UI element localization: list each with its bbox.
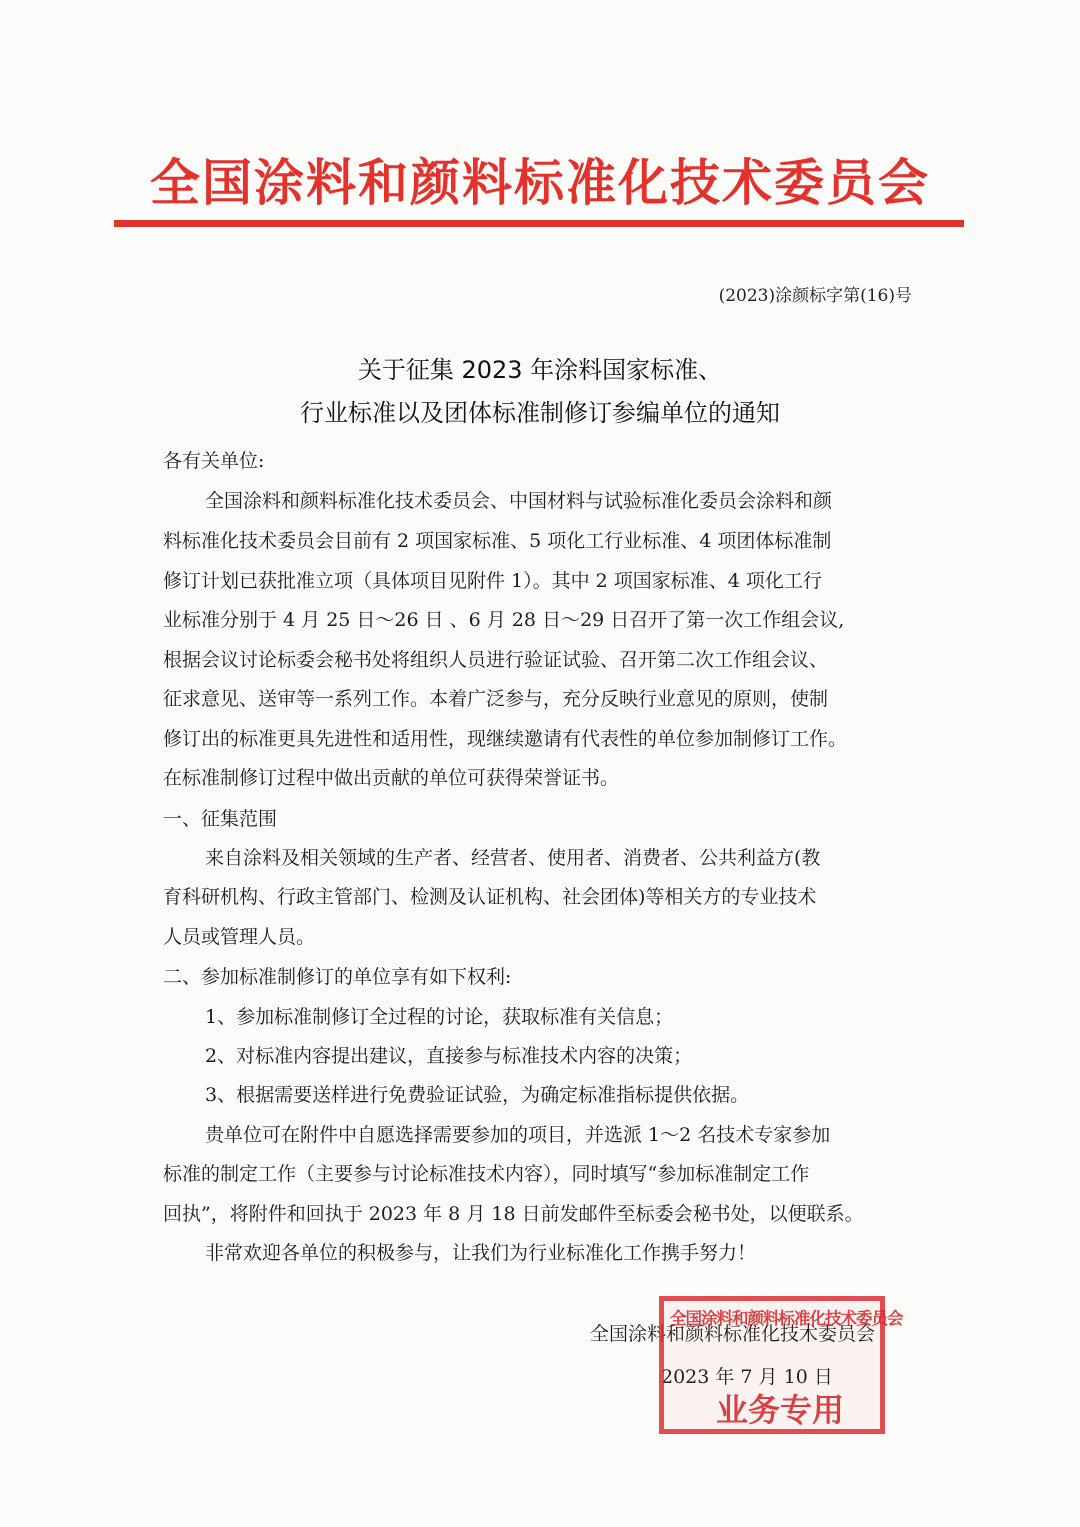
- document-title-line-2: 行业标准以及团体标准制修订参编单位的通知: [300, 399, 780, 427]
- paragraph-2-line: 回执”，将附件和回执于 2023 年 8 月 18 日前发邮件至标委会秘书处，以便联系。: [163, 1203, 864, 1225]
- section-1-line: 育科研机构、行政主管部门、检测及认证机构、社会团体)等相关方的专业技术: [163, 886, 817, 908]
- document-number: (2023)涂颜标字第(16)号: [718, 286, 912, 306]
- section-1-line: 来自涂料及相关领域的生产者、经营者、使用者、消费者、公共利益方(教: [205, 847, 821, 869]
- section-2-item: 1、参加标准制修订全过程的讨论，获取标准有关信息；: [205, 1006, 674, 1028]
- paragraph-1-line: 业标准分别于 4 月 25 日～26 日 、6 月 28 日～29 日召开了第一次工作组会议,: [163, 609, 845, 631]
- paragraph-2-line: 标准的制定工作（主要参与讨论标准技术内容），同时填写“参加标准制定工作: [163, 1163, 810, 1185]
- paragraph-1-line: 在标准制修订过程中做出贡献的单位可获得荣誉证书。: [163, 767, 620, 789]
- paragraph-1-line: 修订计划已获批准立项（具体项目见附件 1）。其中 2 项国家标准、4 项化工行: [163, 570, 822, 592]
- paragraph-2-line: 贵单位可在附件中自愿选择需要参加的项目，并选派 1～2 名技术专家参加: [205, 1124, 831, 1146]
- seal-bottom-text: 业务专用: [716, 1391, 845, 1429]
- seal-top-text: 全国涂料和颜料标准化技术委员会: [670, 1309, 903, 1328]
- signature-date: 2023 年 7 月 10 日: [661, 1366, 833, 1388]
- letterhead-rule: [114, 220, 964, 227]
- section-2-item: 3、根据需要送样进行免费验证试验，为确定标准指标提供依据。: [205, 1084, 750, 1106]
- letterhead-title: 全国涂料和颜料标准化技术委员会: [150, 154, 930, 212]
- paragraph-1-line: 根据会议讨论标委会秘书处将组织人员进行验证试验、召开第二次工作组会议、: [163, 649, 829, 671]
- paragraph-1-line: 料标准化技术委员会目前有 2 项国家标准、5 项化工行业标准、4 项团体标准制: [163, 530, 832, 552]
- section-2-heading: 二、参加标准制修订的单位享有如下权利:: [163, 966, 512, 988]
- document-title-line-1: 关于征集 2023 年涂料国家标准、: [357, 356, 723, 384]
- section-1-line: 人员或管理人员。: [163, 926, 316, 948]
- paragraph-1-line: 修订出的标准更具先进性和适用性，现继续邀请有代表性的单位参加制修订工作。: [163, 728, 848, 750]
- official-seal: [659, 1296, 903, 1434]
- section-1-heading: 一、征集范围: [163, 808, 278, 830]
- salutation: 各有关单位:: [163, 450, 265, 472]
- closing-line: 非常欢迎各单位的积极参与，让我们为行业标准化工作携手努力！: [205, 1242, 757, 1264]
- paragraph-1-line: 全国涂料和颜料标准化技术委员会、中国材料与试验标准化委员会涂料和颜: [205, 490, 833, 512]
- section-2-item: 2、对标准内容提出建议，直接参与标准技术内容的决策；: [205, 1045, 693, 1067]
- paragraph-1-line: 征求意见、送审等一系列工作。本着广泛参与，充分反映行业意见的原则，使制: [163, 688, 829, 710]
- signature-org: 全国涂料和颜料标准化技术委员会: [590, 1323, 876, 1345]
